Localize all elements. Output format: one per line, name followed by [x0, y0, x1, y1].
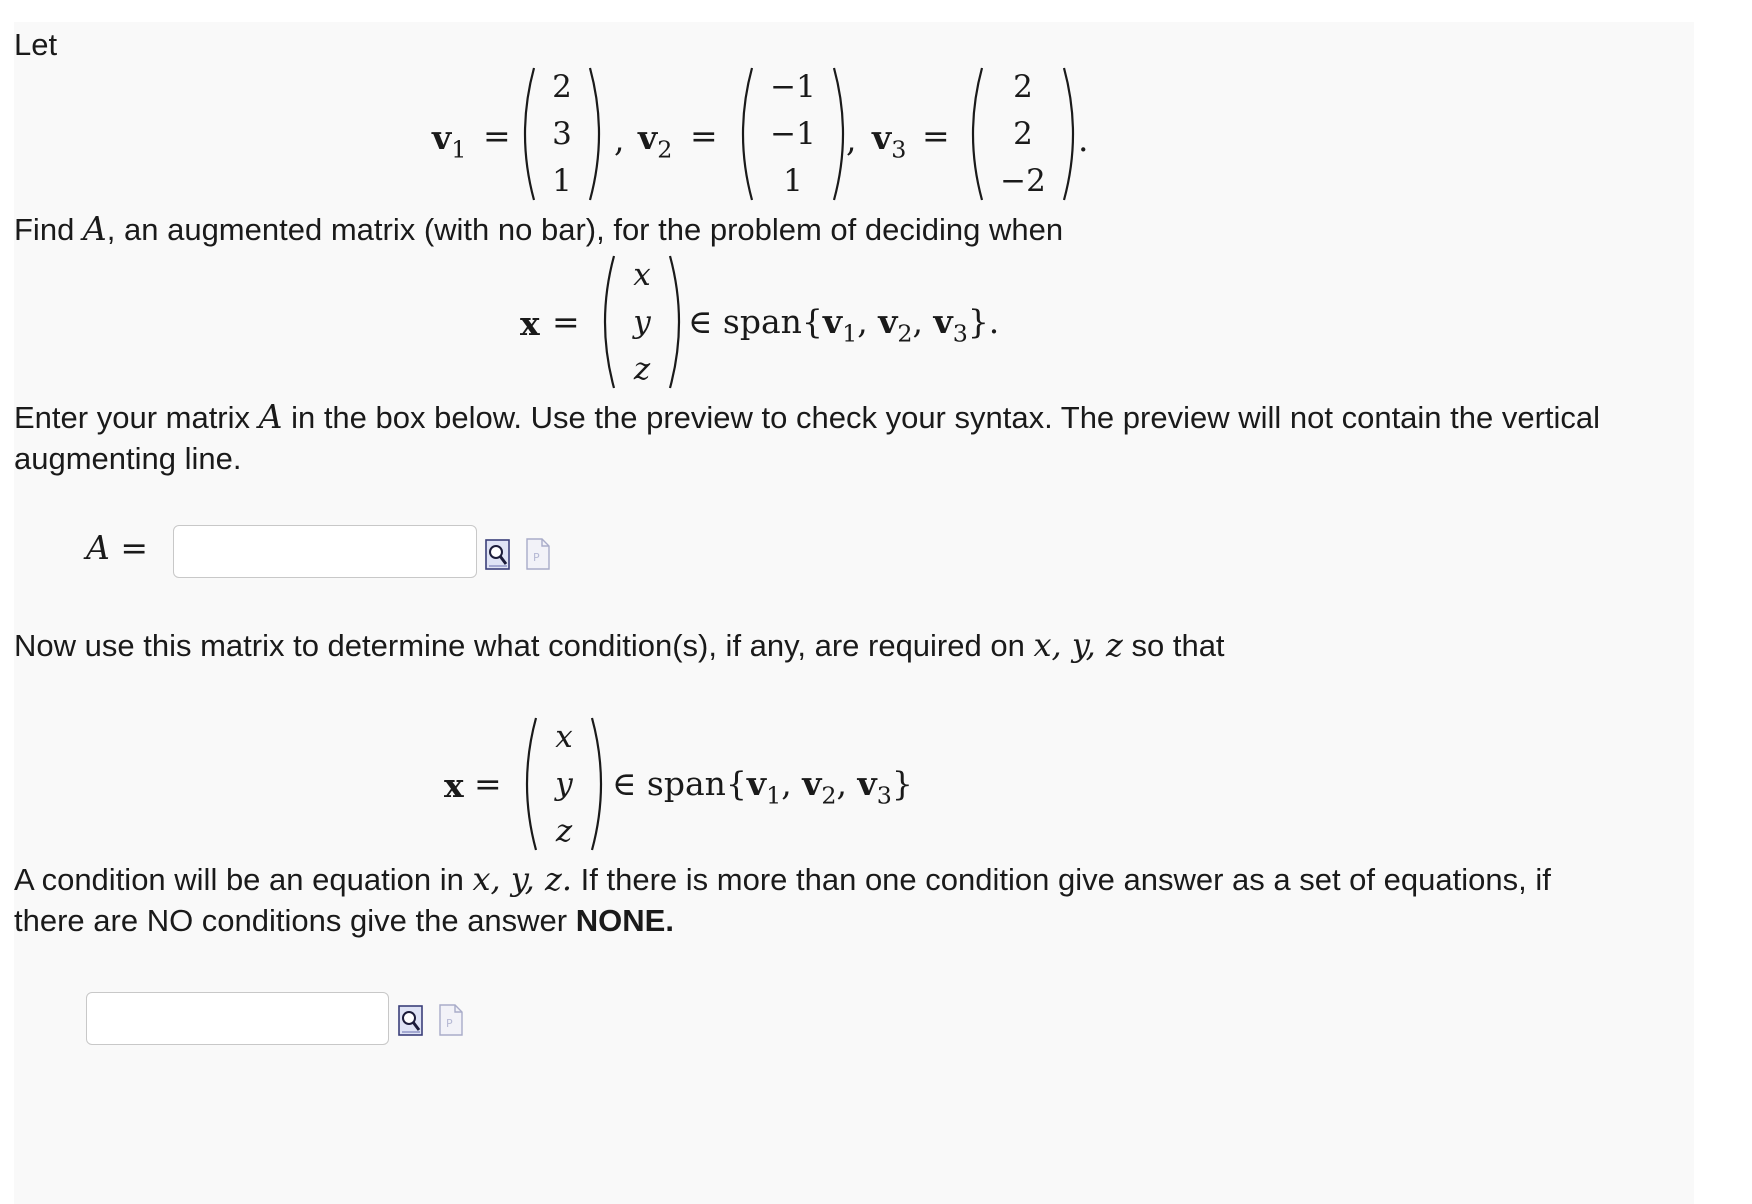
v3-entry-1: 2 [1013, 69, 1033, 105]
span2-equals: = [474, 764, 502, 803]
v1-entry-1: 2 [552, 69, 572, 105]
span2-membership: ∈ $span\{v_1$, $v_2$, $v_3$} [612, 764, 913, 810]
v1-vector [514, 66, 610, 202]
v2-vector [732, 66, 854, 202]
span1-entry-x: x [633, 257, 651, 293]
span1-membership: ∈ $span\{v_1$, $v_2$, $v_3$}. [688, 302, 1000, 348]
condition-instruction-line1: A condition will be an equation in x, y, z. If there is more than one condition give answer as a set of equations, if [14, 860, 1551, 898]
enter-instruction-line1: Enter your matrix A in the box below. Use the preview to check your syntax. The preview will not contain the vertical [14, 397, 1601, 436]
span1-entry-y: y [633, 304, 651, 340]
v2-entry-2: −1 [770, 116, 816, 152]
span2-entry-z: z [555, 813, 573, 849]
v2-separator: , [846, 120, 857, 159]
find-instruction: Find A, an augmented matrix (with no bar), for the problem of deciding when [14, 209, 1064, 248]
matrix-a-input[interactable] [173, 525, 477, 578]
span2-xyz-vector [516, 716, 612, 852]
v3-label: $v_3$ [872, 118, 907, 164]
v3-vector [962, 66, 1084, 202]
svg-text:P: P [533, 551, 540, 564]
none-keyword: NONE. [575, 903, 674, 938]
v2-equals: = [690, 116, 718, 155]
span1-xyz-vector [594, 254, 690, 390]
span1-equals: = [552, 302, 580, 341]
v1-label: $v_1$ [432, 118, 467, 164]
v3-entry-2: 2 [1013, 116, 1033, 152]
page-icon[interactable] [438, 1003, 464, 1037]
v1-separator: , [614, 120, 625, 159]
v1-equals: = [483, 116, 511, 155]
span2-entry-x: x [555, 719, 573, 755]
preview-magnifier-icon[interactable] [398, 1003, 424, 1037]
preview-magnifier-icon[interactable] [485, 537, 511, 571]
answer-a-label: A = [86, 528, 148, 567]
condition-question: Now use this matrix to determine what condition(s), if any, are required on x, y, z so that [14, 626, 1225, 664]
condition-answer-input[interactable] [86, 992, 389, 1045]
enter-instruction-line2: augmenting line. [14, 441, 242, 476]
v3-entry-3: −2 [1000, 163, 1046, 199]
v2-label: $v_2$ [638, 118, 673, 164]
condition-instruction-line2: there are NO conditions give the answer NONE. [14, 903, 674, 938]
v3-end-period: . [1078, 120, 1089, 159]
span1-entry-z: z [633, 351, 651, 387]
span2-entry-y: y [555, 766, 573, 802]
v1-entry-3: 1 [552, 163, 572, 199]
svg-text:P: P [446, 1017, 453, 1030]
let-text: Let [14, 27, 58, 62]
v1-entry-2: 3 [552, 116, 572, 152]
page-icon[interactable] [525, 537, 551, 571]
span2-x-label: x [444, 766, 464, 805]
v3-equals: = [922, 116, 950, 155]
v2-entry-3: 1 [783, 163, 803, 199]
span1-x-label: x [520, 304, 540, 343]
v2-entry-1: −1 [770, 69, 816, 105]
